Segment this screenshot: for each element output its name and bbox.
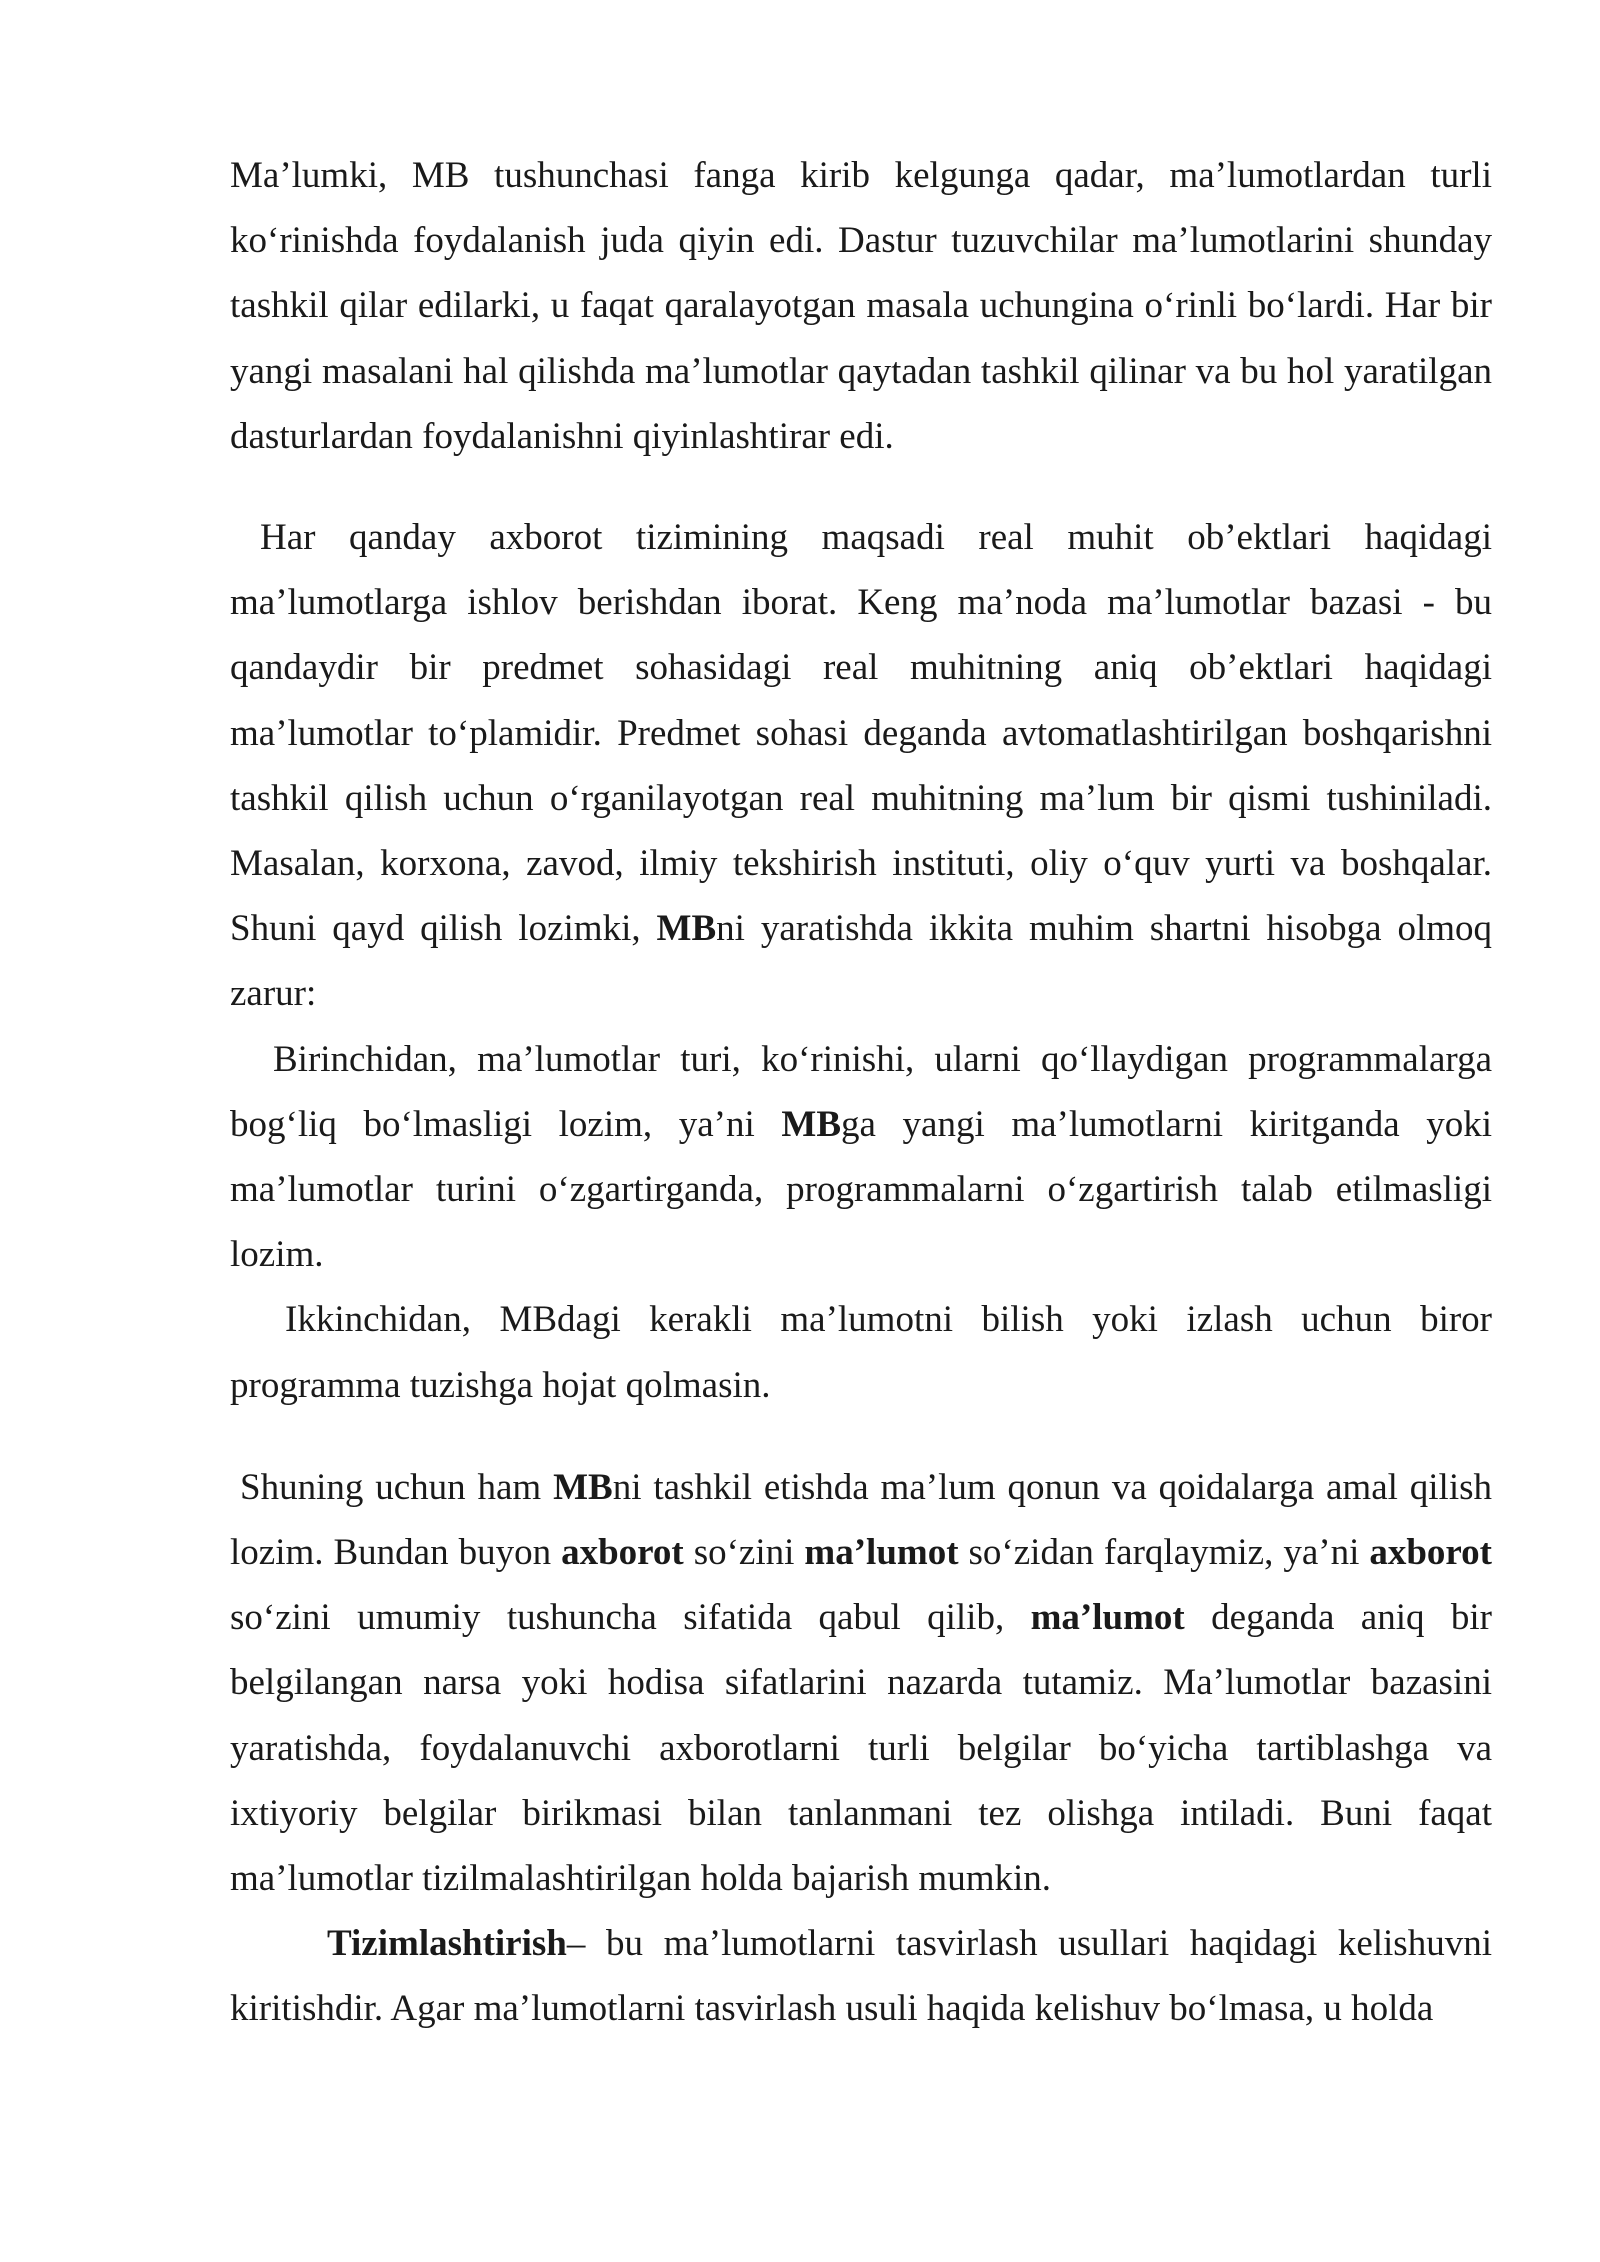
text-run: ni yaratishda ikkita muhim shartni hisobga olmoq zarur: bbox=[230, 908, 1492, 1015]
text-run: Shuning uchun ham bbox=[240, 1466, 554, 1508]
bold-term: ma’lumot bbox=[1030, 1597, 1185, 1639]
paragraph bbox=[230, 1027, 1492, 1288]
text-run: Ikkinchidan, MBdagi kerakli ma’lumotni bilish yoki izlash uchun biror programma tuzishga hojat qolmasin. bbox=[230, 1299, 1492, 1406]
bold-term: axborot bbox=[561, 1532, 684, 1574]
text-run: Har qanday axborot tizimining maqsadi real muhit ob’ektlari haqidagi ma’lumotlarga ishlov berishdan iborat. Keng ma’noda ma’lumotlar bazasi - bu qandaydir bir predmet sohasidagi real muhitning aniq ob’ektlari haqidagi ma’lumotlar to‘plamidir. Predmet sohasi deganda avtomatlashtirilgan boshqarishni tashkil qilish uchun o‘rganilayotgan real muhitning ma’lum bir qismi tushiniladi. Masalan, korxona, zavod, ilmiy tekshirish instituti, oliy o‘quv yurti va boshqalar. Shuni qayd qilish lozimki, bbox=[230, 517, 1492, 950]
paragraph bbox=[230, 1287, 1492, 1417]
bold-term: MB bbox=[553, 1466, 613, 1508]
text-run: ga yangi ma’lumotlarni kiritganda yoki ma’lumotlar turini o‘zgartirganda, programmalarni o‘zgartirish talab etilmasligi lozim. bbox=[230, 1103, 1492, 1276]
bold-term: ma’lumot bbox=[804, 1532, 959, 1574]
bold-term: MB bbox=[656, 908, 717, 950]
text-run: so‘zini umumiy tushuncha sifatida qabul qilib, bbox=[230, 1597, 1031, 1639]
text-run: Birinchidan, ma’lumotlar turi, ko‘rinishi, ularni qo‘llaydigan programmalarga bog‘liq bo‘lmasligi lozim, ya’ni bbox=[230, 1038, 1492, 1145]
text-run: so‘zini bbox=[683, 1532, 805, 1574]
text-run: – bu ma’lumotlarni tasvirlash usullari haqidagi kelishuvni kiritishdir. Agar ma’lumotlarni tasvirlash usuli haqida kelishuv bo‘lmasa, u holda bbox=[230, 1923, 1492, 2030]
paragraph bbox=[230, 505, 1492, 1027]
text-run: so‘zidan farqlaymiz, ya’ni bbox=[958, 1532, 1370, 1574]
paragraph bbox=[230, 1911, 1492, 2041]
text-run: ni tashkil etishda ma’lum qonun va qoidalarga amal qilish lozim. Bundan buyon bbox=[230, 1466, 1493, 1574]
paragraph bbox=[230, 143, 1492, 469]
document-page bbox=[230, 143, 1492, 2042]
bold-term: MB bbox=[781, 1103, 841, 1145]
paragraph bbox=[230, 1455, 1492, 1911]
text-run: deganda aniq bir belgilangan narsa yoki hodisa sifatlarini nazarda tutamiz. Ma’lumotlar bazasini yaratishda, foydalanuvchi axborotlarni turli belgilar bo‘yicha tartiblashga va ixtiyoriy belgilar birikmasi bilan tanlanmani tez olishga intiladi. Buni faqat ma’lumotlar tizilmalashtirilgan holda bajarish mumkin. bbox=[230, 1597, 1493, 1900]
text-run: Ma’lumki, MB tushunchasi fanga kirib kelgunga qadar, ma’lumotlardan turli ko‘rinishda foydalanish juda qiyin edi. Dastur tuzuvchilar ma’lumotlarini shunday tashkil qilar edilarki, u faqat qaralayotgan masala uchungina o‘rinli bo‘lardi. Har bir yangi masalani hal qilishda ma’lumotlar qaytadan tashkil qilinar va bu hol yaratilgan dasturlardan foydalanishni qiyinlashtirar edi. bbox=[230, 155, 1492, 457]
bold-term: Tizimlashtirish bbox=[327, 1923, 567, 1965]
bold-term: axborot bbox=[1369, 1532, 1492, 1574]
